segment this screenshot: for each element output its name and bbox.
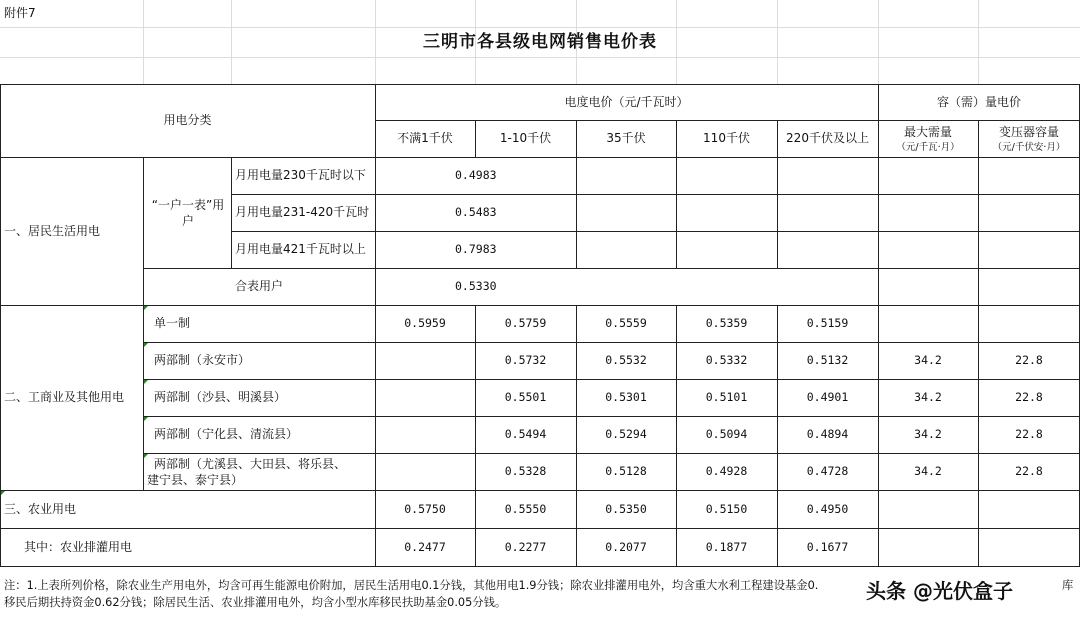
price-cell: 0.5301 xyxy=(605,390,647,404)
notes-line-2: 移民后期扶持资金0.62分钱；除居民生活、农业排灌用电外，均含小型水库移民扶助基金0.05分钱。 xyxy=(4,595,507,609)
price-cell: 0.5350 xyxy=(605,501,647,516)
tier-3-price: 0.7983 xyxy=(455,242,497,256)
transformer-cell: 22.8 xyxy=(1015,427,1043,441)
price-cell: 0.5501 xyxy=(504,390,547,404)
industrial-row-label: 两部制（永安市） xyxy=(154,353,251,367)
header-voltage-4: 110千伏 xyxy=(703,131,750,145)
price-cell: 0.5150 xyxy=(705,501,748,516)
border xyxy=(0,566,1080,567)
price-cell: 0.5559 xyxy=(605,316,647,330)
price-cell: 0.2477 xyxy=(404,539,446,554)
header-transformer-unit: （元/千伏安·月） xyxy=(992,142,1066,153)
price-cell: 0.5132 xyxy=(806,353,849,367)
demand-cell: 34.2 xyxy=(914,353,942,367)
cell-marker-icon xyxy=(144,417,148,421)
tier-1-price: 0.4983 xyxy=(455,168,497,182)
header-energy-price: 电度电价（元/千瓦时） xyxy=(564,94,689,109)
industrial-row-label-line2: 建宁县、泰宁县） xyxy=(147,472,244,487)
header-voltage-1: 不满1千伏 xyxy=(397,131,453,145)
price-cell: 0.5959 xyxy=(404,316,446,330)
attachment-label: 附件7 xyxy=(4,6,36,20)
price-cell: 0.5359 xyxy=(705,316,748,330)
grid-line xyxy=(0,57,1080,58)
price-cell: 0.2077 xyxy=(605,539,647,554)
industrial-row-label: 两部制（宁化县、清流县） xyxy=(154,427,299,441)
transformer-cell: 22.8 xyxy=(1015,390,1043,404)
notes-line-1-end: 库 xyxy=(1062,578,1074,592)
transformer-cell: 22.8 xyxy=(1015,464,1043,478)
agriculture-label: 三、农业用电 xyxy=(4,501,77,516)
price-cell: 0.5494 xyxy=(504,427,547,441)
header-max-demand: 最大需量 xyxy=(903,125,952,139)
border xyxy=(878,84,879,566)
watermark: 头条 @光伏盒子 xyxy=(866,579,1013,603)
header-transformer: 变压器容量 xyxy=(998,125,1059,139)
cell-marker-icon xyxy=(1,491,5,495)
industrial-row-label: 单一制 xyxy=(154,316,191,330)
price-cell: 0.5128 xyxy=(605,464,647,478)
price-cell: 0.5101 xyxy=(705,390,748,404)
industrial-row-label: 两部制（沙县、明溪县） xyxy=(154,390,287,404)
page-title: 三明市各县级电网销售电价表 xyxy=(423,31,657,52)
cell-marker-icon xyxy=(144,380,148,384)
notes-line-1: 注：1.上表所列价格，除农业生产用电外，均含可再生能源电价附加，居民生活用电0.1分钱，其他用电1.9分钱；除农业排灌用电外，均含重大水利工程建设基金0. xyxy=(4,578,819,592)
price-cell: 0.5328 xyxy=(504,464,547,478)
price-cell: 0.5159 xyxy=(806,316,849,330)
irrigation-label: 其中：农业排灌用电 xyxy=(24,539,133,554)
industrial-row-label: 两部制（尤溪县、大田县、将乐县、 xyxy=(154,456,347,471)
price-cell: 0.4901 xyxy=(806,390,849,404)
header-voltage-2: 1-10千伏 xyxy=(499,131,552,145)
price-cell: 0.5532 xyxy=(605,353,647,367)
price-cell: 0.4728 xyxy=(806,464,849,478)
combined-price: 0.5330 xyxy=(455,279,497,293)
industrial-label: 二、工商业及其他用电 xyxy=(4,390,125,404)
residential-label: 一、居民生活用电 xyxy=(4,223,101,238)
header-category: 用电分类 xyxy=(163,113,212,127)
price-cell: 0.5332 xyxy=(705,353,748,367)
tier-2-label: 月用电量231-420千瓦时 xyxy=(235,205,370,219)
cell-marker-icon xyxy=(144,343,148,347)
tier-1-label: 月用电量230千瓦时以下 xyxy=(235,168,366,182)
demand-cell: 34.2 xyxy=(914,390,942,404)
border xyxy=(143,157,144,490)
price-cell: 0.1877 xyxy=(705,539,748,554)
price-cell: 0.5732 xyxy=(504,353,547,367)
one-meter-label: “一户一表”用户 xyxy=(151,197,225,228)
demand-cell: 34.2 xyxy=(914,464,942,478)
price-cell: 0.5759 xyxy=(504,316,547,330)
header-capacity-price: 容（需）量电价 xyxy=(936,94,1021,109)
tier-3-label: 月用电量421千瓦时以上 xyxy=(235,242,366,256)
header-voltage-3: 35千伏 xyxy=(606,131,646,145)
price-cell: 0.5294 xyxy=(605,427,647,441)
header-voltage-5: 220千伏及以上 xyxy=(786,131,869,145)
cell-marker-icon xyxy=(144,306,148,310)
price-cell: 0.5094 xyxy=(705,427,748,441)
price-cell: 0.4894 xyxy=(806,427,849,441)
transformer-cell: 22.8 xyxy=(1015,353,1043,367)
price-cell: 0.4950 xyxy=(806,501,849,516)
price-cell: 0.4928 xyxy=(705,464,748,478)
cell-marker-icon xyxy=(144,454,148,458)
header-max-demand-unit: （元/千瓦·月） xyxy=(896,142,960,153)
combined-label: 合表用户 xyxy=(234,279,283,293)
price-cell: 0.5750 xyxy=(404,501,446,516)
tier-2-price: 0.5483 xyxy=(455,205,497,219)
price-cell: 0.1677 xyxy=(806,539,849,554)
price-cell: 0.5550 xyxy=(504,501,547,516)
demand-cell: 34.2 xyxy=(914,427,942,441)
price-cell: 0.2277 xyxy=(504,539,547,554)
